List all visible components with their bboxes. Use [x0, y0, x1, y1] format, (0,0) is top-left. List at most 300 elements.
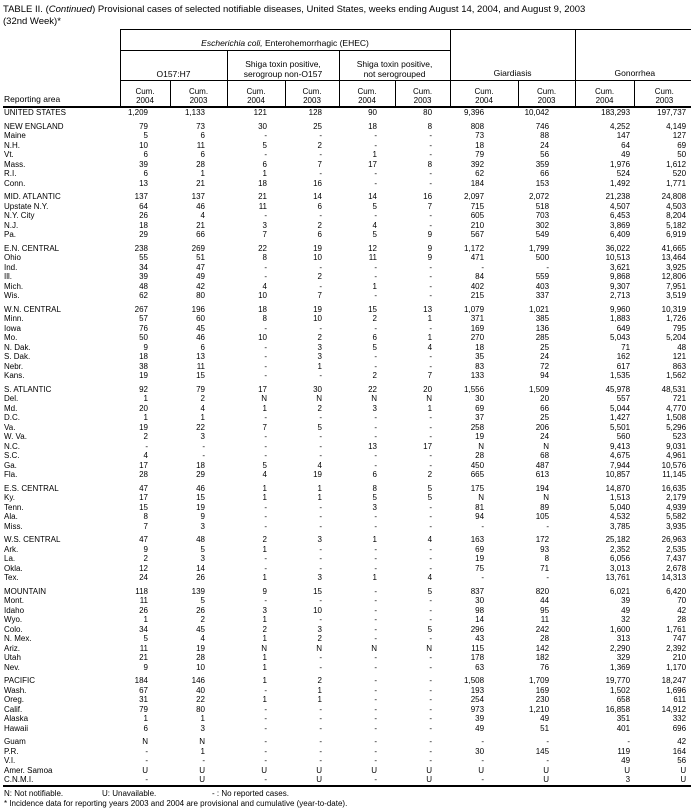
value-cell: U: [199, 775, 205, 784]
value-cell: 10: [196, 662, 205, 672]
reporting-area-cell: W. Va.: [4, 432, 27, 441]
value-cell: 71: [621, 342, 631, 352]
value-cell: 69: [475, 544, 485, 554]
value-cell: 16: [423, 192, 433, 201]
value-cell: 75: [475, 563, 485, 573]
value-cell: -: [429, 737, 433, 746]
value-cell: 76: [540, 662, 550, 672]
reporting-area-cell: S. ATLANTIC: [4, 384, 52, 394]
value-cell: 4,252: [610, 121, 631, 131]
value-cell: 66: [540, 169, 550, 178]
reporting-area-cell: C.N.M.I.: [4, 775, 34, 784]
value-cell: 4: [200, 634, 205, 643]
value-cell: 500: [535, 253, 550, 262]
value-cell: 2: [200, 394, 205, 403]
value-cell: -: [481, 756, 485, 765]
value-cell: 1,021: [529, 304, 550, 314]
col-header-cum-8: Cum. 2003: [518, 81, 575, 108]
value-cell: -: [264, 502, 267, 512]
value-cell: 2,072: [529, 192, 550, 201]
table-row: [3, 484, 691, 494]
table-row: [3, 451, 691, 461]
value-cell: 2,179: [666, 493, 687, 502]
value-cell: 5,296: [666, 422, 687, 432]
value-cell: 16,858: [605, 704, 631, 714]
value-cell: -: [374, 323, 377, 333]
value-cell: -: [319, 521, 322, 531]
table-row: [3, 587, 691, 597]
value-cell: -: [319, 131, 322, 140]
value-cell: 9: [143, 544, 148, 554]
value-cell: -: [429, 554, 433, 563]
value-cell: 24: [540, 352, 550, 361]
value-cell: 14: [313, 192, 322, 201]
value-cell: 35: [475, 352, 485, 361]
value-cell: 18: [196, 460, 205, 470]
value-cell: 8: [427, 159, 433, 169]
value-cell: 6: [372, 470, 377, 479]
legend-unavailable: U: Unavailable.: [102, 788, 157, 798]
value-cell: 72: [540, 361, 550, 371]
table-row: [3, 394, 691, 404]
reporting-area-cell: N.C.: [4, 441, 20, 451]
value-cell: 17: [258, 384, 267, 394]
value-cell: 51: [540, 723, 550, 733]
table-row: [3, 625, 691, 635]
value-cell: 9: [143, 662, 148, 672]
value-cell: 1: [262, 169, 267, 178]
value-cell: -: [319, 413, 322, 422]
value-cell: -: [319, 323, 322, 333]
col-header-cum-5: Cum. 2004: [339, 81, 395, 108]
value-cell: 25,182: [605, 535, 631, 544]
value-cell: 15: [139, 502, 148, 512]
value-cell: -: [374, 521, 377, 531]
value-cell: 302: [535, 220, 550, 230]
value-cell: N: [478, 493, 485, 502]
value-cell: 94: [475, 512, 485, 521]
value-cell: 19: [139, 422, 148, 432]
table-title: [3, 4, 689, 27]
value-cell: 7: [143, 521, 148, 531]
value-cell: N: [543, 441, 550, 451]
value-cell: 6: [143, 169, 148, 178]
value-cell: 3,925: [666, 262, 687, 272]
value-cell: 3: [200, 521, 205, 531]
value-cell: 10,857: [605, 470, 631, 479]
value-cell: 7: [317, 291, 322, 300]
reporting-area-cell: Mass.: [4, 159, 26, 169]
table-row: [3, 221, 691, 231]
table-row: [3, 169, 691, 179]
value-cell: 15: [196, 371, 205, 380]
value-cell: -: [319, 432, 322, 441]
value-cell: 332: [672, 714, 687, 723]
value-cell: -: [429, 502, 433, 512]
value-cell: 2: [427, 470, 433, 479]
value-cell: 6: [143, 150, 148, 159]
value-cell: 1,799: [529, 243, 550, 253]
value-cell: 658: [616, 695, 631, 704]
table-row: [3, 747, 691, 757]
value-cell: 67: [139, 685, 148, 695]
value-cell: -: [429, 281, 433, 291]
table-row: [3, 470, 691, 480]
value-cell: 3: [372, 403, 377, 413]
value-cell: 403: [535, 281, 550, 291]
table-row: [3, 371, 691, 381]
value-cell: -: [546, 756, 550, 765]
value-cell: 8: [427, 121, 433, 131]
value-cell: 2,392: [666, 643, 687, 653]
value-cell: 6: [262, 159, 267, 169]
value-cell: 242: [535, 624, 550, 634]
value-cell: -: [319, 737, 322, 746]
value-cell: -: [264, 432, 267, 441]
value-cell: 31: [139, 695, 148, 704]
value-cell: 9,307: [610, 281, 631, 291]
reporting-area-cell: Alaska: [4, 714, 29, 723]
value-cell: -: [429, 140, 433, 150]
legend-not-notifiable: N: Not notifiable.: [4, 788, 64, 798]
value-cell: 1,709: [529, 676, 550, 685]
value-cell: 184: [134, 676, 148, 685]
value-cell: 19: [313, 243, 322, 253]
value-cell: U: [371, 765, 377, 775]
value-cell: 94: [540, 371, 550, 380]
value-cell: 17: [139, 493, 148, 502]
value-cell: -: [429, 432, 433, 441]
value-cell: 19: [139, 371, 148, 380]
value-cell: 1,133: [184, 108, 205, 117]
value-cell: -: [429, 291, 433, 300]
value-cell: 6: [200, 342, 205, 352]
value-cell: 746: [535, 121, 550, 131]
value-cell: 1,761: [666, 624, 687, 634]
value-cell: 359: [535, 159, 550, 169]
value-cell: 49: [621, 605, 631, 615]
value-cell: N: [543, 493, 550, 502]
reporting-area-cell: W.N. CENTRAL: [4, 304, 61, 314]
value-cell: 128: [308, 108, 322, 117]
value-cell: 49: [475, 723, 485, 733]
value-cell: 22: [258, 243, 267, 253]
value-cell: 9,031: [666, 441, 687, 451]
value-cell: 696: [672, 723, 687, 733]
value-cell: 172: [535, 535, 550, 544]
table-row: [3, 756, 691, 766]
value-cell: 5: [143, 131, 148, 140]
value-cell: 49: [621, 756, 631, 765]
value-cell: 196: [191, 304, 205, 314]
value-cell: 1: [200, 714, 205, 723]
value-cell: 81: [475, 502, 485, 512]
value-cell: 137: [134, 192, 148, 201]
value-cell: 19: [196, 502, 205, 512]
table-row: [3, 272, 691, 282]
value-cell: 254: [470, 695, 485, 704]
value-cell: 66: [196, 230, 205, 239]
value-cell: 69: [475, 403, 485, 413]
value-cell: 15: [196, 493, 205, 502]
value-cell: 121: [672, 352, 687, 361]
value-cell: -: [429, 704, 433, 714]
value-cell: 28: [540, 634, 550, 643]
reporting-area-cell: P.R.: [4, 746, 19, 756]
value-cell: 3: [262, 220, 267, 230]
value-cell: 4: [200, 403, 205, 413]
reporting-area-cell: NEW ENGLAND: [4, 121, 64, 131]
value-cell: 8: [262, 253, 267, 262]
value-cell: -: [264, 685, 267, 695]
value-cell: U: [478, 765, 485, 775]
value-cell: 3: [317, 352, 322, 361]
value-cell: 83: [475, 361, 485, 371]
value-cell: 50: [139, 333, 148, 342]
reporting-area-cell: MID. ATLANTIC: [4, 192, 61, 201]
table-row: [3, 244, 691, 254]
value-cell: 15: [368, 304, 377, 314]
reporting-area-cell: S. Dak.: [4, 352, 31, 361]
value-cell: 16: [313, 178, 322, 188]
value-cell: 42: [677, 737, 687, 746]
value-cell: -: [374, 413, 377, 422]
value-cell: 92: [139, 384, 148, 394]
reporting-area-cell: Hawaii: [4, 723, 29, 733]
value-cell: 66: [540, 403, 550, 413]
value-cell: -: [264, 150, 267, 159]
value-cell: 11: [196, 140, 205, 150]
reporting-area-cell: V.I.: [4, 756, 16, 765]
value-cell: 1: [262, 662, 267, 672]
value-cell: 7,437: [666, 554, 687, 563]
value-cell: 1: [262, 493, 267, 502]
value-cell: -: [481, 775, 485, 784]
value-cell: -: [429, 605, 433, 615]
value-cell: -: [319, 653, 322, 662]
table-row: [3, 324, 691, 334]
value-cell: -: [264, 704, 267, 714]
value-cell: 39: [475, 714, 485, 723]
table-row: [3, 705, 691, 715]
value-cell: -: [429, 178, 433, 188]
value-cell: 14: [196, 563, 205, 573]
value-cell: 56: [540, 150, 550, 159]
table-row: [3, 432, 691, 442]
value-cell: -: [429, 653, 433, 662]
value-cell: 19: [475, 554, 485, 563]
value-cell: 30: [313, 384, 322, 394]
table-row: [3, 385, 691, 395]
value-cell: 1: [317, 483, 322, 493]
value-cell: 3: [200, 554, 205, 563]
value-cell: -: [264, 756, 267, 765]
value-cell: 4: [143, 451, 148, 460]
value-cell: 142: [535, 643, 550, 653]
value-cell: 6,021: [610, 586, 631, 596]
value-cell: -: [374, 775, 377, 784]
value-cell: -: [319, 746, 322, 756]
value-cell: U: [261, 765, 267, 775]
value-cell: -: [374, 695, 377, 704]
value-cell: 7: [317, 159, 322, 169]
table-row: [3, 714, 691, 724]
table-row: [3, 545, 691, 555]
col-header-cum-3: Cum. 2004: [227, 81, 285, 108]
value-cell: 162: [616, 352, 631, 361]
value-cell: 29: [196, 470, 205, 479]
table-row: [3, 263, 691, 273]
value-cell: 80: [196, 704, 205, 714]
value-cell: -: [319, 169, 322, 178]
value-cell: 25: [313, 121, 322, 131]
value-cell: 2: [143, 554, 148, 563]
value-cell: 10: [258, 333, 267, 342]
reporting-area-cell: Wis.: [4, 291, 20, 300]
ehec-group-header: Escherichia coli, Enterohemorrhagic (EHEC): [120, 30, 450, 51]
value-cell: 8: [544, 554, 550, 563]
value-cell: -: [481, 521, 485, 531]
value-cell: 549: [535, 230, 550, 239]
value-cell: 9,396: [464, 108, 485, 117]
value-cell: 21: [139, 653, 148, 662]
value-cell: -: [319, 554, 322, 563]
value-cell: 17: [368, 159, 377, 169]
reporting-area-cell: Mo.: [4, 333, 18, 342]
table-row: [3, 737, 691, 747]
value-cell: 12: [368, 243, 377, 253]
value-cell: 49: [196, 272, 205, 281]
value-cell: 1: [372, 281, 377, 291]
value-cell: -: [374, 422, 377, 432]
value-cell: 665: [470, 470, 485, 479]
value-cell: 9: [427, 230, 433, 239]
col-header-cum-9: Cum. 2004: [575, 81, 634, 108]
value-cell: 51: [196, 253, 205, 262]
value-cell: 3: [317, 624, 322, 634]
value-cell: 41,665: [661, 243, 687, 253]
reporting-area-cell: Guam: [4, 737, 26, 746]
value-cell: 837: [470, 586, 485, 596]
value-cell: U: [426, 775, 433, 784]
reporting-area-cell: N. Mex.: [4, 634, 32, 643]
value-cell: 337: [535, 291, 550, 300]
value-cell: 45: [196, 323, 205, 333]
value-cell: -: [374, 615, 377, 624]
value-cell: -: [429, 451, 433, 460]
value-cell: 3,935: [666, 521, 687, 531]
reporting-area-cell: Ariz.: [4, 643, 20, 653]
value-cell: 12,806: [661, 272, 687, 281]
value-cell: -: [319, 544, 322, 554]
table-row: [3, 131, 691, 141]
value-cell: 5: [262, 460, 267, 470]
reporting-area-cell: Idaho: [4, 605, 25, 615]
value-cell: 7,944: [610, 460, 631, 470]
value-cell: 285: [535, 333, 550, 342]
col-header-cum-7: Cum. 2004: [450, 81, 518, 108]
value-cell: 25: [540, 413, 550, 422]
value-cell: 1: [372, 573, 377, 582]
value-cell: -: [429, 413, 433, 422]
reporting-area-cell: Ala.: [4, 512, 18, 521]
reporting-area-cell: Colo.: [4, 624, 23, 634]
col-header-cum-6: Cum. 2003: [395, 81, 450, 108]
value-cell: -: [319, 441, 322, 451]
value-cell: 30: [475, 596, 485, 605]
value-cell: -: [319, 512, 322, 521]
value-cell: 7: [262, 230, 267, 239]
value-cell: 4: [427, 535, 433, 544]
value-cell: -: [429, 596, 433, 605]
table-row: [3, 686, 691, 696]
value-cell: -: [319, 714, 322, 723]
value-cell: -: [429, 512, 433, 521]
reporting-area-cell: Conn.: [4, 178, 26, 188]
value-cell: 1: [262, 573, 267, 582]
value-cell: 49: [540, 714, 550, 723]
value-cell: -: [264, 512, 267, 521]
value-cell: 1: [262, 653, 267, 662]
reporting-area-cell: D.C.: [4, 413, 20, 422]
table-row: [3, 634, 691, 644]
value-cell: -: [202, 756, 205, 765]
value-cell: -: [264, 723, 267, 733]
title-text: TABLE II. (Continued) Provisional cases of selected notifiable diseases, United States, weeks ending August 14, 2004, and August 9, 2003: [3, 4, 586, 15]
value-cell: -: [374, 352, 377, 361]
value-cell: 1: [427, 333, 433, 342]
value-cell: 19: [475, 432, 485, 441]
value-cell: 38: [139, 361, 148, 371]
reporting-area-cell: E.N. CENTRAL: [4, 243, 60, 253]
value-cell: 11: [139, 596, 148, 605]
value-cell: 9: [262, 586, 267, 596]
table-row: [3, 573, 691, 583]
value-cell: N: [316, 394, 322, 403]
value-cell: 121: [253, 108, 267, 117]
table-row: [3, 253, 691, 263]
value-cell: 10: [258, 291, 267, 300]
value-cell: 2: [143, 432, 148, 441]
value-cell: 1,726: [666, 314, 687, 323]
value-cell: N: [371, 394, 377, 403]
value-cell: 1: [317, 361, 322, 371]
value-cell: 182: [535, 653, 550, 662]
table-row: [3, 352, 691, 362]
reporting-area-cell: Wash.: [4, 685, 27, 695]
value-cell: 3: [262, 605, 267, 615]
value-cell: -: [374, 272, 377, 281]
value-cell: -: [264, 746, 267, 756]
table-row: [3, 775, 691, 786]
table-row: [3, 179, 691, 189]
value-cell: 55: [139, 253, 148, 262]
value-cell: U: [316, 775, 322, 784]
value-cell: 28: [475, 451, 485, 460]
value-cell: -: [429, 662, 433, 672]
value-cell: 48,531: [661, 384, 687, 394]
value-cell: 2: [200, 615, 205, 624]
value-cell: 6,919: [666, 230, 687, 239]
value-cell: U: [680, 765, 687, 775]
value-cell: 1: [317, 695, 322, 704]
value-cell: 147: [616, 131, 631, 140]
value-cell: 42: [677, 605, 687, 615]
value-cell: 613: [535, 470, 550, 479]
value-cell: 605: [470, 211, 485, 220]
value-cell: 329: [616, 653, 631, 662]
value-cell: 20: [139, 403, 148, 413]
